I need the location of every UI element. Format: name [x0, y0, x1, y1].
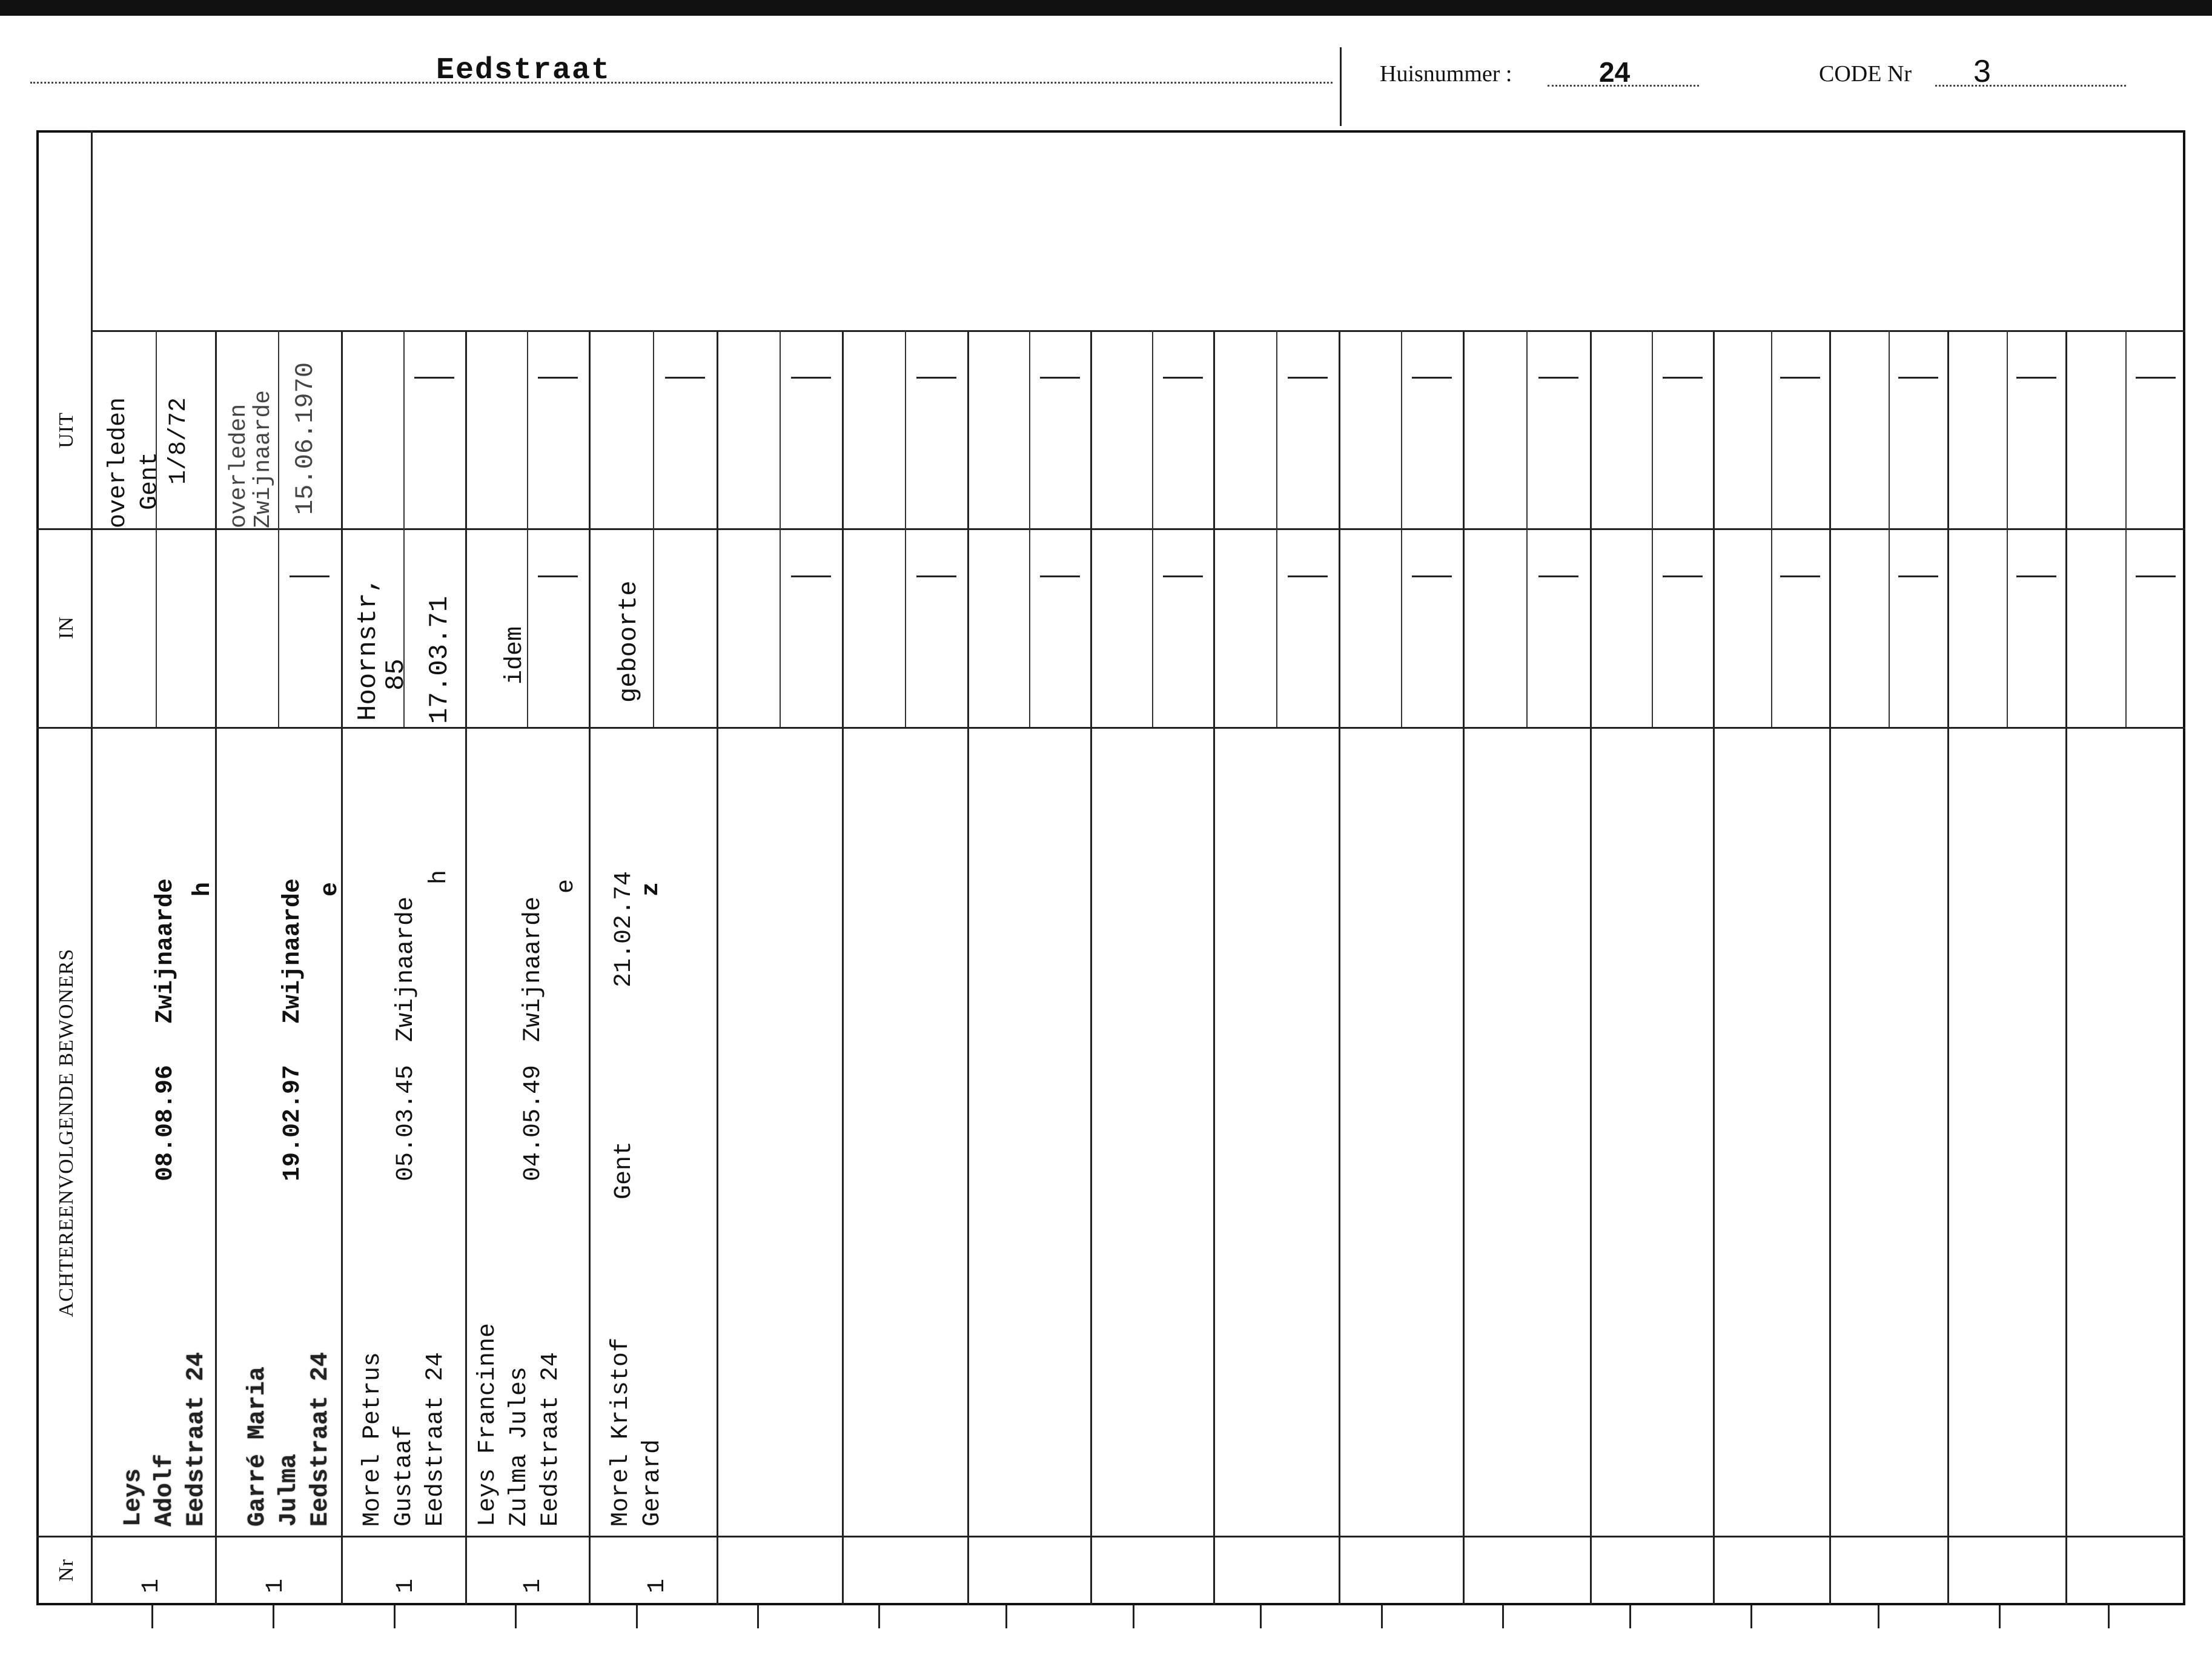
empty-cell-dash	[791, 575, 831, 577]
sub-column-divider	[2125, 330, 2127, 727]
empty-cell-dash	[1412, 377, 1452, 379]
bottom-tick	[1133, 1605, 1134, 1628]
empty-cell-dash	[538, 575, 578, 577]
birth-place: Zwijnaarde	[520, 896, 547, 1042]
sub-column-divider	[1771, 330, 1772, 727]
empty-cell-dash	[290, 575, 329, 577]
empty-cell-dash	[2016, 575, 2056, 577]
birth-date: 19.02.97	[279, 1064, 306, 1181]
sub-column-divider	[1029, 330, 1030, 727]
uit-reason	[103, 397, 166, 528]
birth-date: 05.03.45	[392, 1064, 420, 1181]
empty-cell-dash	[916, 575, 956, 577]
sub-column-divider	[780, 330, 781, 727]
birth-place: Gent	[611, 1141, 638, 1199]
header-divider	[1340, 47, 1342, 126]
empty-cell-dash	[1040, 575, 1080, 577]
empty-cell-dash	[1663, 377, 1703, 379]
bottom-tick	[878, 1605, 880, 1628]
uit-date: 1/8/72	[165, 397, 193, 485]
code-value: 3	[1973, 54, 1991, 89]
name-line-1: Leys Francinne	[474, 1322, 502, 1527]
uit-reason-line-2: Zwijnaarde	[250, 390, 276, 528]
bottom-tick	[757, 1605, 759, 1628]
column-divider	[589, 330, 591, 1605]
bottom-tick	[151, 1605, 153, 1628]
column-divider	[1213, 330, 1215, 1605]
sub-column-divider	[905, 330, 906, 727]
name-line-2: Gerard	[639, 1439, 666, 1527]
column-divider	[1829, 330, 1831, 1605]
bottom-tick	[1260, 1605, 1262, 1628]
birth-place: Zwijnaarde	[152, 878, 179, 1024]
sub-column-divider	[278, 330, 279, 727]
house-number-label: Huisnummer :	[1380, 61, 1512, 87]
in-reason-line-2: 85	[381, 658, 411, 691]
name-line-1: Morel Kristof	[608, 1337, 635, 1527]
sub-column-divider	[1652, 330, 1653, 727]
in-reason: idem	[502, 626, 529, 685]
in-reason: geboorte	[614, 580, 643, 703]
label-column-divider	[91, 130, 93, 1605]
name-line-2: Gustaaf	[391, 1424, 418, 1527]
empty-cell-dash	[1538, 377, 1578, 379]
row-label-uit: UIT	[55, 412, 78, 448]
name-line-3: Eedstraat 24	[183, 1352, 210, 1527]
sex-mark: h	[426, 869, 453, 884]
name-line-1: Garré Maria	[244, 1366, 271, 1527]
sub-column-divider	[1152, 330, 1153, 727]
resident-name	[472, 1323, 567, 1527]
column-divider	[967, 330, 969, 1605]
column-divider	[2065, 330, 2067, 1605]
record-number: 1	[644, 1578, 671, 1593]
in-reason-line-1: Hoornstr,	[353, 577, 383, 721]
column-divider	[1947, 330, 1949, 1605]
street-dotted-line	[30, 82, 1333, 84]
name-line-2: Zulma Jules	[506, 1366, 533, 1527]
in-date: 17.03.71	[425, 595, 455, 724]
empty-cell-dash	[1288, 575, 1328, 577]
name-line-3: Eedstraat 24	[422, 1352, 449, 1527]
house-number-value: 24	[1599, 56, 1631, 88]
name-line-2: Adolf	[151, 1453, 179, 1527]
bottom-tick	[636, 1605, 638, 1628]
column-divider	[465, 330, 467, 1605]
bottom-tick	[1878, 1605, 1879, 1628]
name-line-1: Morel Petrus	[359, 1352, 386, 1527]
column-divider	[1590, 330, 1592, 1605]
empty-cell-dash	[1663, 575, 1703, 577]
empty-cell-dash	[414, 377, 454, 379]
sub-column-divider	[2007, 330, 2008, 727]
name-line-1: Leys	[120, 1468, 147, 1527]
bottom-tick	[1629, 1605, 1631, 1628]
row-label-residents: ACHTEREENVOLGENDE BEWONERS	[55, 948, 78, 1318]
birth-place: Zwijnaarde	[392, 896, 420, 1042]
uit-reason-line-1: overleden	[226, 403, 252, 528]
bottom-tick	[1381, 1605, 1383, 1628]
empty-cell-dash	[2136, 377, 2176, 379]
code-dotted-line	[1935, 85, 2126, 87]
bottom-tick	[1750, 1605, 1752, 1628]
in-reason	[354, 577, 410, 721]
column-divider	[717, 330, 718, 1605]
sex-mark: e	[553, 878, 580, 894]
birth-place: Zwijnaarde	[279, 878, 306, 1024]
empty-cell-dash	[1288, 377, 1328, 379]
uit-reason-line-2: Gent	[136, 451, 164, 510]
empty-cell-dash	[791, 377, 831, 379]
empty-cell-dash	[1163, 575, 1203, 577]
column-divider	[1463, 330, 1465, 1605]
empty-cell-dash	[1163, 377, 1203, 379]
bottom-tick	[1999, 1605, 2001, 1628]
bottom-tick	[394, 1605, 396, 1628]
row-divider-uit-top	[91, 330, 2185, 332]
empty-cell-dash	[916, 377, 956, 379]
empty-cell-dash	[1780, 575, 1820, 577]
birth-date: 21.02.74	[611, 871, 638, 987]
row-label-nr: Nr	[55, 1559, 78, 1582]
sub-column-divider	[1401, 330, 1402, 727]
record-number: 1	[520, 1578, 547, 1593]
row-divider-residents-nr	[36, 1536, 2185, 1537]
column-divider	[341, 330, 343, 1605]
birth-date: 08.08.96	[152, 1064, 179, 1181]
sex-mark: z	[638, 881, 665, 897]
name-line-3: Eedstraat 24	[537, 1352, 565, 1527]
column-divider	[215, 330, 217, 1605]
birth-date: 04.05.49	[520, 1064, 547, 1181]
empty-cell-dash	[665, 377, 705, 379]
sex-mark: e	[317, 881, 344, 897]
uit-date: 15.06.1970	[291, 362, 320, 515]
bottom-tick	[273, 1605, 274, 1628]
street-name: Eedstraat	[436, 53, 611, 88]
bottom-tick	[515, 1605, 517, 1628]
uit-reason	[227, 390, 276, 528]
empty-cell-dash	[1412, 575, 1452, 577]
resident-name	[118, 1352, 213, 1527]
bottom-tick	[1005, 1605, 1007, 1628]
empty-cell-dash	[1040, 377, 1080, 379]
uit-reason-line-1: overleden	[105, 397, 132, 528]
row-label-in: IN	[55, 616, 78, 639]
record-number: 1	[138, 1578, 165, 1593]
resident-name	[606, 1338, 669, 1527]
column-divider	[1339, 330, 1340, 1605]
bottom-tick	[2108, 1605, 2110, 1628]
column-divider	[842, 330, 844, 1605]
empty-cell-dash	[2136, 575, 2176, 577]
sub-column-divider	[1276, 330, 1277, 727]
resident-name	[242, 1352, 337, 1527]
empty-cell-dash	[538, 377, 578, 379]
resident-name	[357, 1352, 452, 1527]
empty-cell-dash	[2016, 377, 2056, 379]
sub-column-divider	[1526, 330, 1528, 727]
column-divider	[1090, 330, 1092, 1605]
sub-column-divider	[156, 330, 157, 727]
row-divider-in-residents	[36, 727, 2185, 729]
bottom-tick	[1502, 1605, 1504, 1628]
empty-cell-dash	[1780, 377, 1820, 379]
code-label: CODE Nr	[1819, 61, 1912, 87]
sex-mark: h	[190, 881, 217, 897]
sub-column-divider	[653, 330, 654, 727]
name-line-2: Julma	[276, 1453, 303, 1527]
row-divider-uit-in	[36, 528, 2185, 530]
empty-cell-dash	[1538, 575, 1578, 577]
record-number: 1	[262, 1578, 290, 1593]
name-line-3: Eedstraat 24	[307, 1352, 334, 1527]
column-divider	[1713, 330, 1715, 1605]
scan-edge	[0, 0, 2212, 16]
sub-column-divider	[1889, 330, 1890, 727]
record-number: 1	[392, 1578, 420, 1593]
empty-cell-dash	[1898, 377, 1938, 379]
empty-cell-dash	[1898, 575, 1938, 577]
